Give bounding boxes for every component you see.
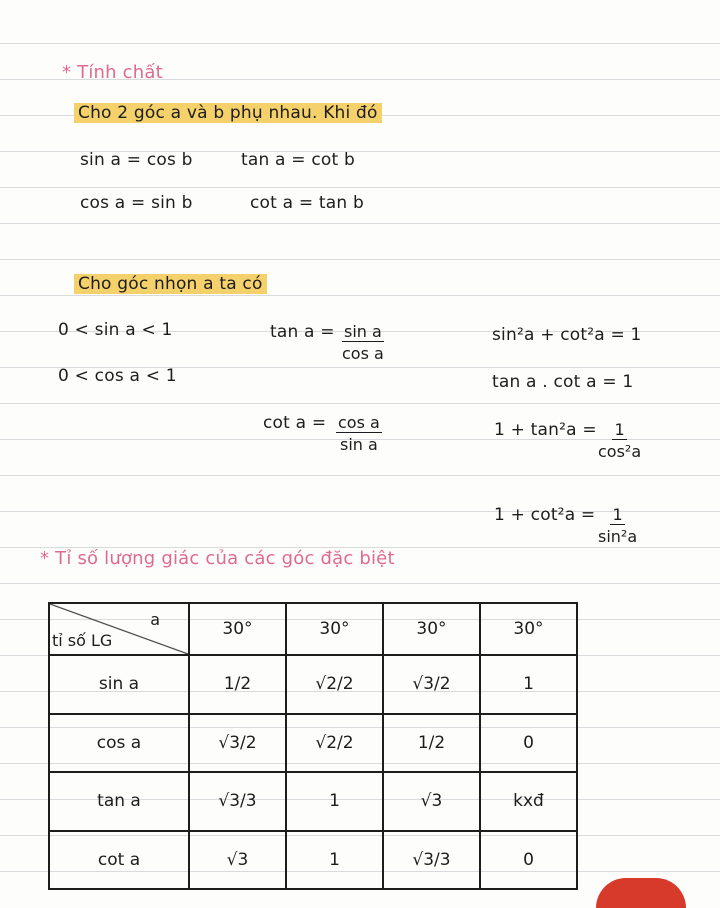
- table-row: [49, 655, 577, 714]
- acute-intro: Cho góc nhọn a ta có: [74, 274, 267, 294]
- table-cell: √3/3: [383, 831, 480, 890]
- table-cell: kxđ: [480, 772, 577, 831]
- tan-def-denominator: cos a: [342, 344, 384, 363]
- cot-identity-fraction: [596, 505, 639, 546]
- cot-def-denominator: sin a: [340, 435, 378, 454]
- header-angle: 30°: [383, 603, 480, 655]
- cot-def-numerator: cos a: [338, 413, 380, 432]
- header-angle: 30°: [189, 603, 286, 655]
- row-label: tan a: [49, 772, 189, 831]
- tan-def-fraction: [340, 322, 386, 363]
- tan-cot-product: tan a . cot a = 1: [492, 372, 634, 392]
- ineq-sin: 0 < sin a < 1: [58, 320, 173, 340]
- header-angle: 30°: [480, 603, 577, 655]
- row-label: cos a: [49, 714, 189, 773]
- cot-identity-denominator: sin²a: [598, 527, 638, 546]
- ineq-cos: 0 < cos a < 1: [58, 366, 177, 386]
- eq-cos-sin: cos a = sin b: [80, 193, 193, 213]
- trig-values-table: [48, 602, 578, 890]
- cot-def-lhs: cot a =: [263, 413, 327, 433]
- cot-identity-numerator: 1: [612, 505, 623, 524]
- table-header-row: [49, 603, 577, 655]
- table-cell: 1/2: [383, 714, 480, 773]
- table-cell: 1/2: [189, 655, 286, 714]
- table-cell: 0: [480, 714, 577, 773]
- table-cell: 0: [480, 831, 577, 890]
- table-cell: 1: [286, 831, 383, 890]
- corner-angle-label: a: [150, 610, 160, 629]
- tan-def-lhs: tan a =: [270, 322, 335, 342]
- table-cell: √3/2: [189, 714, 286, 773]
- section-heading-properties: * Tính chất: [62, 62, 163, 83]
- table-cell: 1: [480, 655, 577, 714]
- row-label: sin a: [49, 655, 189, 714]
- table-corner-cell: [49, 603, 189, 655]
- tan-identity-denominator: cos²a: [598, 442, 642, 461]
- table-row: [49, 714, 577, 773]
- table-cell: 1: [286, 772, 383, 831]
- tan-identity-numerator: 1: [614, 420, 625, 439]
- pythagorean-identity: sin²a + cot²a = 1: [492, 325, 642, 345]
- table-row: [49, 831, 577, 890]
- tan-def-numerator: sin a: [344, 322, 382, 341]
- table-cell: √3: [189, 831, 286, 890]
- table-cell: √2/2: [286, 655, 383, 714]
- table-cell: √2/2: [286, 714, 383, 773]
- table-cell: √3: [383, 772, 480, 831]
- cot-identity-lhs: 1 + cot²a =: [494, 505, 596, 525]
- corner-ratio-label: tỉ số LG: [52, 631, 113, 650]
- complementary-intro: Cho 2 góc a và b phụ nhau. Khi đó: [74, 103, 382, 123]
- tan-identity-fraction: [596, 420, 643, 461]
- header-angle: 30°: [286, 603, 383, 655]
- tan-identity-lhs: 1 + tan²a =: [494, 420, 597, 440]
- row-label: cot a: [49, 831, 189, 890]
- eq-cot-tan: cot a = tan b: [250, 193, 364, 213]
- eq-tan-cot: tan a = cot b: [241, 150, 355, 170]
- corner-logo: [596, 878, 686, 908]
- eq-sin-cos: sin a = cos b: [80, 150, 193, 170]
- table-row: [49, 772, 577, 831]
- section-heading-special-angles: * Tỉ số lượng giác của các góc đặc biệt: [40, 548, 395, 569]
- cot-def-fraction: [336, 413, 382, 454]
- table-cell: √3/3: [189, 772, 286, 831]
- table-cell: √3/2: [383, 655, 480, 714]
